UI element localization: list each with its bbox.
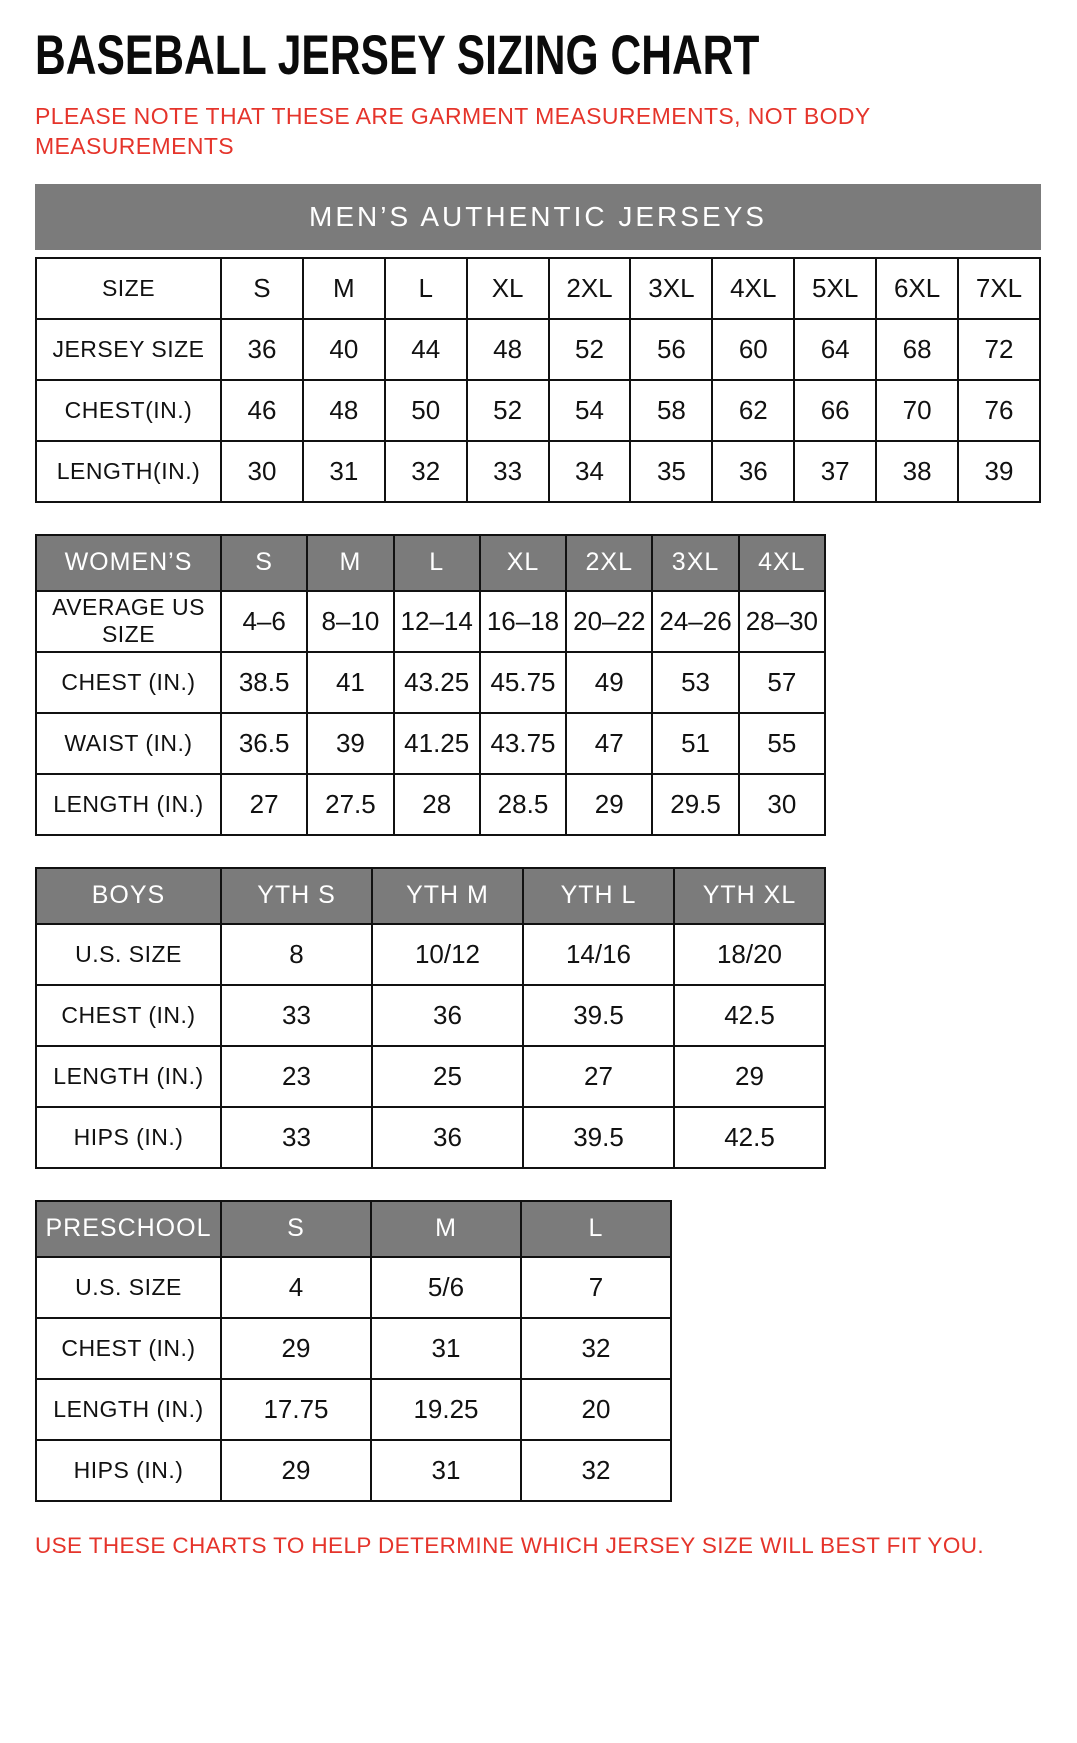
- value-cell: 36.5: [221, 713, 307, 774]
- table-row: [36, 1440, 671, 1501]
- value-cell: 56: [630, 319, 712, 380]
- value-cell: 39: [958, 441, 1040, 502]
- table-row: [36, 1257, 671, 1318]
- row-label-cell: LENGTH (IN.): [36, 1379, 221, 1440]
- row-label-cell: CHEST(IN.): [36, 380, 221, 441]
- table-row: [36, 774, 825, 835]
- value-cell: 38: [876, 441, 958, 502]
- value-cell: 51: [652, 713, 738, 774]
- value-cell: 4XL: [712, 258, 794, 319]
- row-label-cell: CHEST (IN.): [36, 1318, 221, 1379]
- value-cell: 29: [221, 1318, 371, 1379]
- table-header-cell: 3XL: [652, 535, 738, 591]
- value-cell: 44: [385, 319, 467, 380]
- value-cell: 28.5: [480, 774, 566, 835]
- table-header-cell: 4XL: [739, 535, 825, 591]
- table-header-label: PRESCHOOL: [36, 1201, 221, 1257]
- value-cell: 50: [385, 380, 467, 441]
- value-cell: 24–26: [652, 591, 738, 652]
- page-title: [35, 22, 1042, 87]
- table-header-cell: S: [221, 1201, 371, 1257]
- table-header-cell: M: [371, 1201, 521, 1257]
- row-label-cell: U.S. SIZE: [36, 924, 221, 985]
- table-header-cell: S: [221, 535, 307, 591]
- value-cell: 14/16: [523, 924, 674, 985]
- value-cell: 36: [712, 441, 794, 502]
- value-cell: 16–18: [480, 591, 566, 652]
- value-cell: 5XL: [794, 258, 876, 319]
- value-cell: 39: [307, 713, 393, 774]
- table-row: [36, 1318, 671, 1379]
- value-cell: 23: [221, 1046, 372, 1107]
- value-cell: 12–14: [394, 591, 480, 652]
- value-cell: 27.5: [307, 774, 393, 835]
- value-cell: S: [221, 258, 303, 319]
- value-cell: 48: [303, 380, 385, 441]
- preschool-sizing-table: [35, 1200, 672, 1502]
- value-cell: 18/20: [674, 924, 825, 985]
- value-cell: 37: [794, 441, 876, 502]
- mens-sizing-table: [35, 257, 1041, 503]
- table-header-cell: YTH S: [221, 868, 372, 924]
- row-label-cell: SIZE: [36, 258, 221, 319]
- value-cell: 31: [371, 1318, 521, 1379]
- footer-note: USE THESE CHARTS TO HELP DETERMINE WHICH JERSEY SIZE WILL BEST FIT YOU.: [35, 1532, 985, 1558]
- value-cell: 36: [372, 1107, 523, 1168]
- row-label-cell: CHEST (IN.): [36, 985, 221, 1046]
- value-cell: 7: [521, 1257, 671, 1318]
- table-row: [36, 652, 825, 713]
- value-cell: 29: [221, 1440, 371, 1501]
- value-cell: 76: [958, 380, 1040, 441]
- row-label-cell: U.S. SIZE: [36, 1257, 221, 1318]
- value-cell: 27: [221, 774, 307, 835]
- value-cell: 32: [385, 441, 467, 502]
- value-cell: 45.75: [480, 652, 566, 713]
- value-cell: 62: [712, 380, 794, 441]
- table-header-row: [36, 868, 825, 924]
- value-cell: 48: [467, 319, 549, 380]
- table-header-label: BOYS: [36, 868, 221, 924]
- value-cell: 47: [566, 713, 652, 774]
- row-label-cell: HIPS (IN.): [36, 1107, 221, 1168]
- table-header-cell: YTH XL: [674, 868, 825, 924]
- row-label-cell: HIPS (IN.): [36, 1440, 221, 1501]
- value-cell: 8–10: [307, 591, 393, 652]
- table-header-row: [36, 535, 825, 591]
- value-cell: 20: [521, 1379, 671, 1440]
- value-cell: 36: [221, 319, 303, 380]
- sizing-chart-page: [35, 22, 1042, 1559]
- table-header-cell: YTH M: [372, 868, 523, 924]
- table-row: [36, 1379, 671, 1440]
- value-cell: 30: [221, 441, 303, 502]
- value-cell: 32: [521, 1440, 671, 1501]
- womens-sizing-table: [35, 534, 826, 836]
- value-cell: 4–6: [221, 591, 307, 652]
- table-header-cell: L: [521, 1201, 671, 1257]
- value-cell: 36: [372, 985, 523, 1046]
- value-cell: 43.75: [480, 713, 566, 774]
- table-row: [36, 924, 825, 985]
- value-cell: 8: [221, 924, 372, 985]
- page-title-text: BASEBALL JERSEY SIZING CHART: [35, 23, 760, 86]
- value-cell: 7XL: [958, 258, 1040, 319]
- value-cell: 60: [712, 319, 794, 380]
- value-cell: 42.5: [674, 985, 825, 1046]
- value-cell: 29: [566, 774, 652, 835]
- table-header-cell: L: [394, 535, 480, 591]
- value-cell: L: [385, 258, 467, 319]
- value-cell: 55: [739, 713, 825, 774]
- value-cell: 66: [794, 380, 876, 441]
- value-cell: 39.5: [523, 985, 674, 1046]
- value-cell: 17.75: [221, 1379, 371, 1440]
- table-header-label: WOMEN’S: [36, 535, 221, 591]
- value-cell: 20–22: [566, 591, 652, 652]
- value-cell: 43.25: [394, 652, 480, 713]
- value-cell: 53: [652, 652, 738, 713]
- row-label-cell: LENGTH (IN.): [36, 1046, 221, 1107]
- value-cell: 6XL: [876, 258, 958, 319]
- value-cell: 72: [958, 319, 1040, 380]
- row-label-cell: JERSEY SIZE: [36, 319, 221, 380]
- table-row: [36, 258, 1040, 319]
- value-cell: 52: [549, 319, 631, 380]
- value-cell: 30: [739, 774, 825, 835]
- value-cell: 33: [467, 441, 549, 502]
- value-cell: 33: [221, 1107, 372, 1168]
- table-header-cell: YTH L: [523, 868, 674, 924]
- value-cell: 29: [674, 1046, 825, 1107]
- row-label-cell: LENGTH (IN.): [36, 774, 221, 835]
- row-label-cell: LENGTH(IN.): [36, 441, 221, 502]
- value-cell: 2XL: [549, 258, 631, 319]
- value-cell: 3XL: [630, 258, 712, 319]
- value-cell: M: [303, 258, 385, 319]
- value-cell: 41.25: [394, 713, 480, 774]
- value-cell: 29.5: [652, 774, 738, 835]
- value-cell: 52: [467, 380, 549, 441]
- value-cell: 58: [630, 380, 712, 441]
- value-cell: 31: [371, 1440, 521, 1501]
- value-cell: 41: [307, 652, 393, 713]
- row-label-cell: AVERAGE US SIZE: [36, 591, 221, 652]
- table-row: [36, 1107, 825, 1168]
- table-row: [36, 380, 1040, 441]
- table-row: [36, 441, 1040, 502]
- value-cell: 25: [372, 1046, 523, 1107]
- value-cell: 35: [630, 441, 712, 502]
- value-cell: 34: [549, 441, 631, 502]
- value-cell: 57: [739, 652, 825, 713]
- table-row: [36, 319, 1040, 380]
- value-cell: 39.5: [523, 1107, 674, 1168]
- table-header-cell: 2XL: [566, 535, 652, 591]
- mens-table-banner: MEN’S AUTHENTIC JERSEYS: [35, 184, 1041, 250]
- value-cell: 28: [394, 774, 480, 835]
- table-row: [36, 985, 825, 1046]
- value-cell: 49: [566, 652, 652, 713]
- value-cell: 32: [521, 1318, 671, 1379]
- table-header-row: [36, 1201, 671, 1257]
- row-label-cell: WAIST (IN.): [36, 713, 221, 774]
- value-cell: 10/12: [372, 924, 523, 985]
- value-cell: 38.5: [221, 652, 307, 713]
- value-cell: 70: [876, 380, 958, 441]
- value-cell: XL: [467, 258, 549, 319]
- value-cell: 40: [303, 319, 385, 380]
- value-cell: 68: [876, 319, 958, 380]
- table-row: [36, 713, 825, 774]
- table-header-cell: M: [307, 535, 393, 591]
- value-cell: 31: [303, 441, 385, 502]
- value-cell: 27: [523, 1046, 674, 1107]
- value-cell: 4: [221, 1257, 371, 1318]
- measurement-note: PLEASE NOTE THAT THESE ARE GARMENT MEASUREMENTS, NOT BODY MEASUREMENTS: [35, 103, 871, 160]
- boys-sizing-table: [35, 867, 826, 1169]
- value-cell: 64: [794, 319, 876, 380]
- value-cell: 54: [549, 380, 631, 441]
- row-label-cell: CHEST (IN.): [36, 652, 221, 713]
- table-row: [36, 591, 825, 652]
- value-cell: 42.5: [674, 1107, 825, 1168]
- value-cell: 28–30: [739, 591, 825, 652]
- table-header-cell: XL: [480, 535, 566, 591]
- value-cell: 5/6: [371, 1257, 521, 1318]
- value-cell: 46: [221, 380, 303, 441]
- value-cell: 19.25: [371, 1379, 521, 1440]
- value-cell: 33: [221, 985, 372, 1046]
- table-row: [36, 1046, 825, 1107]
